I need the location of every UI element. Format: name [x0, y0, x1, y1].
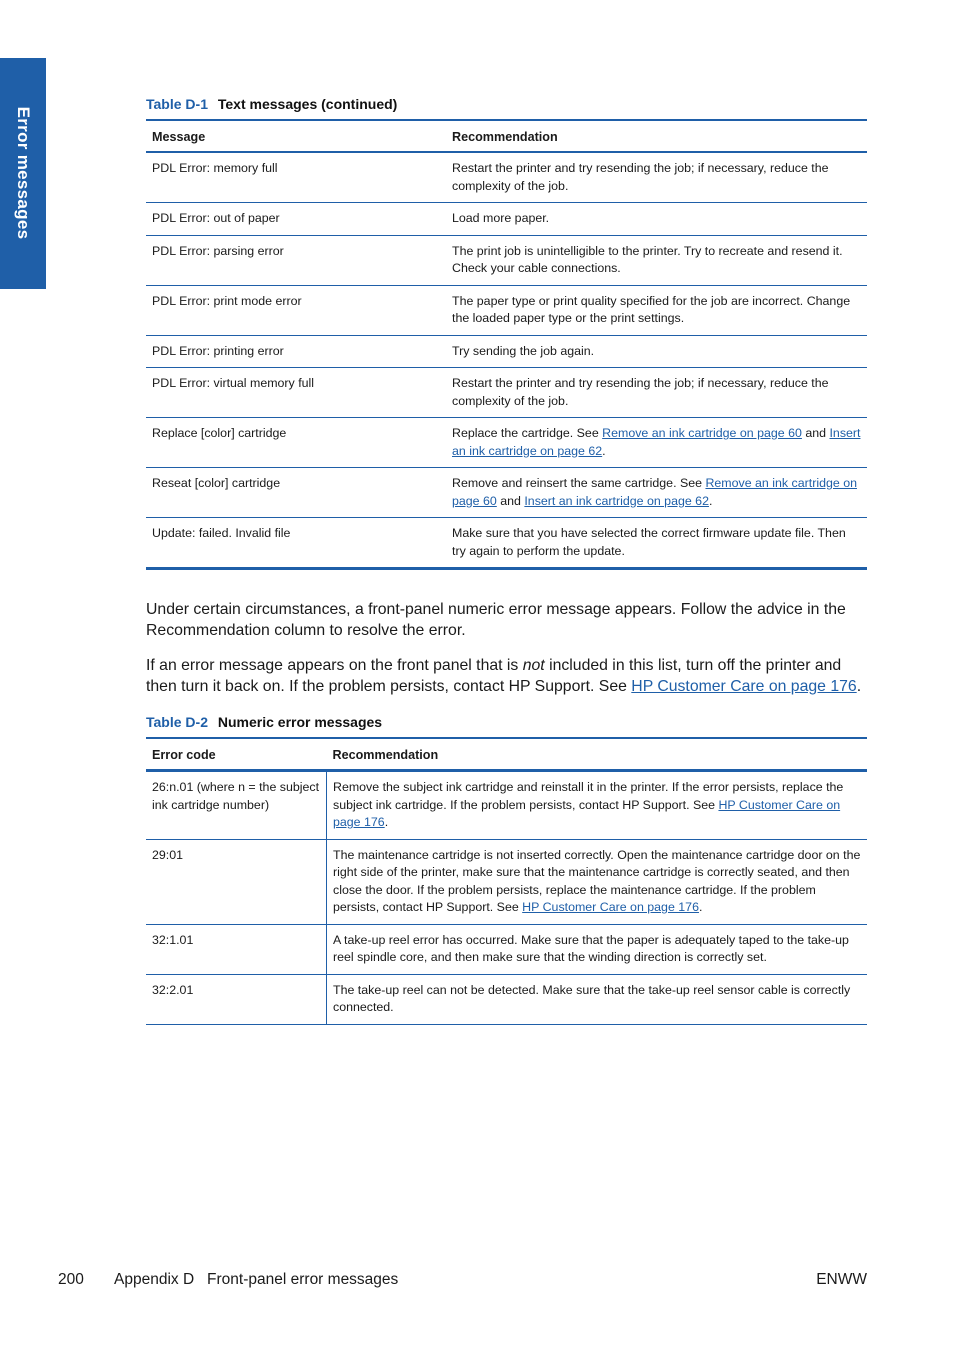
link-hp-customer-care[interactable]: HP Customer Care on page 176 [522, 900, 699, 914]
error-code-cell: 32:2.01 [146, 974, 327, 1024]
message-cell: PDL Error: print mode error [146, 285, 446, 335]
table-header-row [146, 120, 867, 152]
table-d2-wrapper [146, 737, 867, 1025]
table-d2-caption [146, 714, 867, 730]
rec-text: The maintenance cartridge is not inserted correctly. Open the maintenance cartridge door on the right side of the printer, make sure that the maintenance cartridge is correctly seated, and then close the door. If the problem persists, replace the maintenance cartridge. If the problem persists, contact HP Support. See [333, 847, 861, 914]
column-header-recommendation: Recommendation [452, 130, 558, 144]
table-row [146, 839, 867, 924]
rec-text: Replace the cartridge. See [452, 426, 603, 440]
recommendation-cell: The paper type or print quality specified for the job are incorrect. Change the loaded paper type or the print settings. [446, 285, 867, 335]
paragraph-intro: Under certain circumstances, a front-panel numeric error message appears. Follow the advice in the Recommendation column to resolve the error. [146, 601, 846, 639]
table-row [146, 974, 867, 1024]
rec-text: . [602, 443, 606, 458]
rec-text: . [698, 900, 703, 914]
table-row [146, 468, 867, 518]
rec-text: Remove the subject ink cartridge and reinstall it in the printer. If the error persists, replace the subject ink cartridge. If the problem persists, contact HP Support. See [333, 780, 844, 812]
link-insert-ink-cartridge[interactable]: Insert an ink cartridge on page 62 [524, 493, 709, 508]
page-number: 200 [58, 1271, 84, 1288]
rec-text: . [384, 815, 389, 829]
paragraph-text: If an error message appears on the front panel that is [146, 657, 523, 674]
link-remove-ink-cartridge[interactable]: Remove an ink cartridge on page 60 [602, 426, 802, 440]
message-cell: PDL Error: out of paper [146, 203, 446, 236]
link-hp-customer-care[interactable]: HP Customer Care on page 176 [631, 678, 857, 695]
chapter-side-tab [0, 58, 46, 289]
recommendation-cell [327, 839, 868, 924]
table-d2 [146, 737, 867, 1025]
table-d2-title: Numeric error messages [217, 714, 383, 730]
column-header-message: Message [152, 130, 206, 144]
error-code-cell: 26:n.01 (where n = the subject ink cartridge number) [146, 771, 327, 840]
chapter-side-tab-label: Error messages [14, 106, 33, 240]
recommendation-cell [446, 418, 867, 468]
recommendation-cell: Restart the printer and try resending the job; if necessary, reduce the complexity of the job. [446, 152, 867, 203]
recommendation-cell: Load more paper. [446, 203, 867, 236]
table-d2-number: Table D-2 [146, 714, 208, 730]
table-d1-title: Text messages (continued) [217, 96, 398, 112]
body-text [146, 599, 867, 697]
error-code-cell: 32:1.01 [146, 924, 327, 974]
link-remove-ink-cartridge[interactable]: Remove an ink cartridge on page 60 [452, 476, 857, 508]
table-d1-caption [146, 96, 867, 112]
message-cell: Update: failed. Invalid file [146, 518, 446, 569]
paragraph-emphasis: not [522, 657, 545, 674]
table-d1 [146, 119, 867, 570]
recommendation-cell: Restart the printer and try resending the job; if necessary, reduce the complexity of the job. [446, 368, 867, 418]
table-row [146, 518, 867, 569]
rec-text: . [708, 493, 713, 508]
footer-doc-code: ENWW [816, 1271, 867, 1288]
paragraph-text: . [856, 678, 862, 695]
rec-text: and [801, 426, 830, 440]
table-d1-number: Table D-1 [146, 96, 208, 112]
link-hp-customer-care[interactable]: HP Customer Care on page 176 [333, 797, 841, 829]
recommendation-cell [446, 468, 867, 518]
message-cell: PDL Error: parsing error [146, 235, 446, 285]
table-row [146, 924, 867, 974]
rec-text: and [496, 493, 525, 508]
recommendation-cell: The take-up reel can not be detected. Make sure that the take-up reel sensor cable is correctly connected. [327, 974, 868, 1024]
column-header-recommendation: Recommendation [332, 748, 439, 762]
footer-section-title: Appendix D Front-panel error messages [114, 1271, 399, 1288]
table-row [146, 771, 867, 840]
table-row [146, 235, 867, 285]
recommendation-cell: Make sure that you have selected the correct firmware update file. Then try again to perform the update. [446, 518, 867, 569]
column-header-error-code: Error code [152, 748, 216, 762]
error-code-cell: 29:01 [146, 839, 327, 924]
table-d1-wrapper [146, 119, 867, 570]
message-cell: PDL Error: memory full [146, 152, 446, 203]
recommendation-cell: A take-up reel error has occurred. Make sure that the paper is adequately taped to the take-up reel spindle core, and then make sure that the winding direction is correctly set. [327, 924, 868, 974]
table-row [146, 418, 867, 468]
message-cell: Reseat [color] cartridge [146, 468, 446, 518]
link-insert-ink-cartridge[interactable]: Insert an ink cartridge on page 62 [452, 426, 861, 458]
recommendation-cell [327, 771, 868, 840]
rec-text: Remove and reinsert the same cartridge. See [452, 476, 706, 490]
table-row [146, 203, 867, 236]
table-row [146, 335, 867, 368]
table-header-row [146, 738, 867, 771]
message-cell: Replace [color] cartridge [146, 418, 446, 468]
table-row [146, 152, 867, 203]
recommendation-cell: Try sending the job again. [446, 335, 867, 368]
recommendation-cell: The print job is unintelligible to the printer. Try to recreate and resend it. Check your cable connections. [446, 235, 867, 285]
message-cell: PDL Error: printing error [146, 335, 446, 368]
table-row [146, 368, 867, 418]
paragraph-text: included in this list, turn off the printer and then turn it back on. If the problem persists, contact HP Support. See [146, 657, 842, 695]
table-row [146, 285, 867, 335]
paragraph-not-listed [146, 655, 867, 697]
message-cell: PDL Error: virtual memory full [146, 368, 446, 418]
